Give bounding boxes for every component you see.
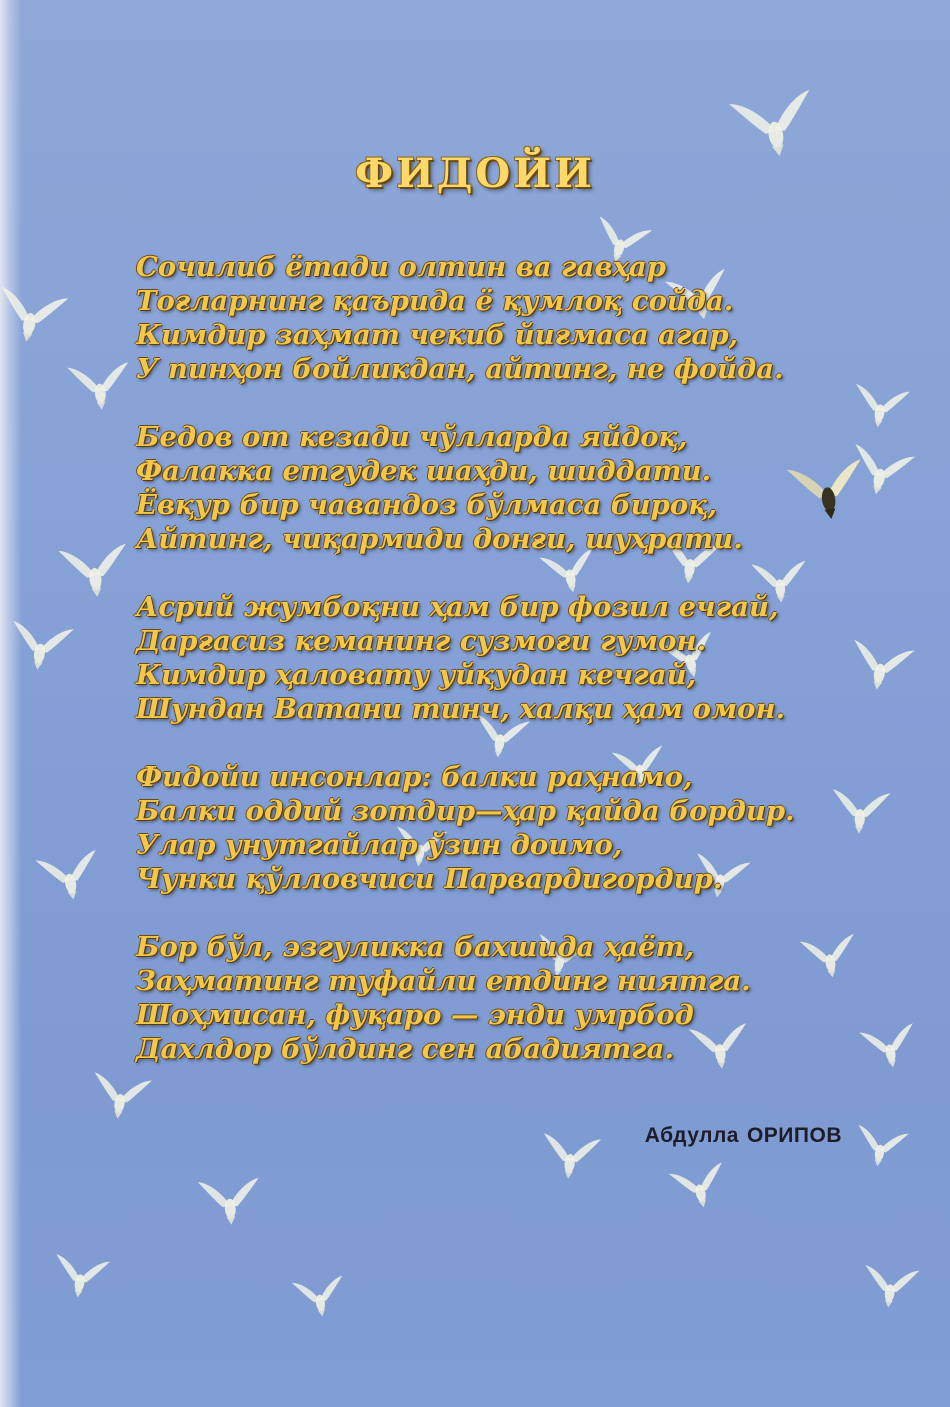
author-last-name: ОРИПОВ — [746, 1124, 842, 1147]
poem-line: Улар унутгайлар ўзин доимо, — [136, 829, 623, 861]
poem-line: У пинҳон бойликдан, айтинг, не фойда. — [136, 353, 784, 385]
stanza — [136, 250, 856, 386]
poem-line: Заҳматинг туфайли етдинг ниятга. — [136, 965, 751, 997]
poem-line: Бедов от кезади чўлларда яйдоқ, — [136, 421, 688, 453]
poem-line: Асрий жумбоқни ҳам бир фозил ечгай, — [136, 591, 779, 623]
poem-line: Дарғасиз кеманинг сузмоғи гумон. — [136, 625, 707, 657]
poem-title: ФИДОЙИ — [355, 150, 595, 197]
poem-line: Ёвқур бир чавандоз бўлмаса бироқ, — [136, 489, 718, 521]
stanza — [136, 590, 856, 726]
poem-line: Чунки қўлловчиси Парвардигордир. — [136, 863, 723, 895]
poem-line: Бор бўл, эзгуликка бахшида ҳаёт, — [136, 931, 695, 963]
author-first-name: Абдулла — [644, 1124, 739, 1147]
poem-line: Фалакка етгудек шаҳди, шиддати. — [136, 455, 712, 487]
author-signature — [645, 1124, 842, 1148]
poem-line: Фидойи инсонлар: балки раҳнамо, — [136, 761, 693, 793]
poem-body — [136, 250, 856, 1100]
poem-line: Кимдир ҳаловату уйқудан кечгай, — [136, 659, 697, 691]
poem-line: Кимдир заҳмат чекиб йиғмаса агар, — [136, 319, 739, 351]
stanza — [136, 930, 856, 1066]
poem-line: Шоҳмисан, фуқаро — энди умрбод — [136, 999, 694, 1031]
poem-line: Тоғларнинг қаърида ё қумлоқ сойда. — [136, 285, 734, 317]
poem-line: Балки оддий зотдир—ҳар қайда бордир. — [136, 795, 795, 827]
stanza — [136, 420, 856, 556]
poem-line: Сочилиб ётади олтин ва гавҳар — [136, 251, 666, 283]
stanza — [136, 760, 856, 896]
poem-line: Шундан Ватани тинч, халқи ҳам омон. — [136, 693, 786, 725]
poem-line: Дахлдор бўлдинг сен абадиятга. — [136, 1033, 675, 1065]
poem-line: Айтинг, чиқармиди донғи, шуҳрати. — [136, 523, 743, 555]
